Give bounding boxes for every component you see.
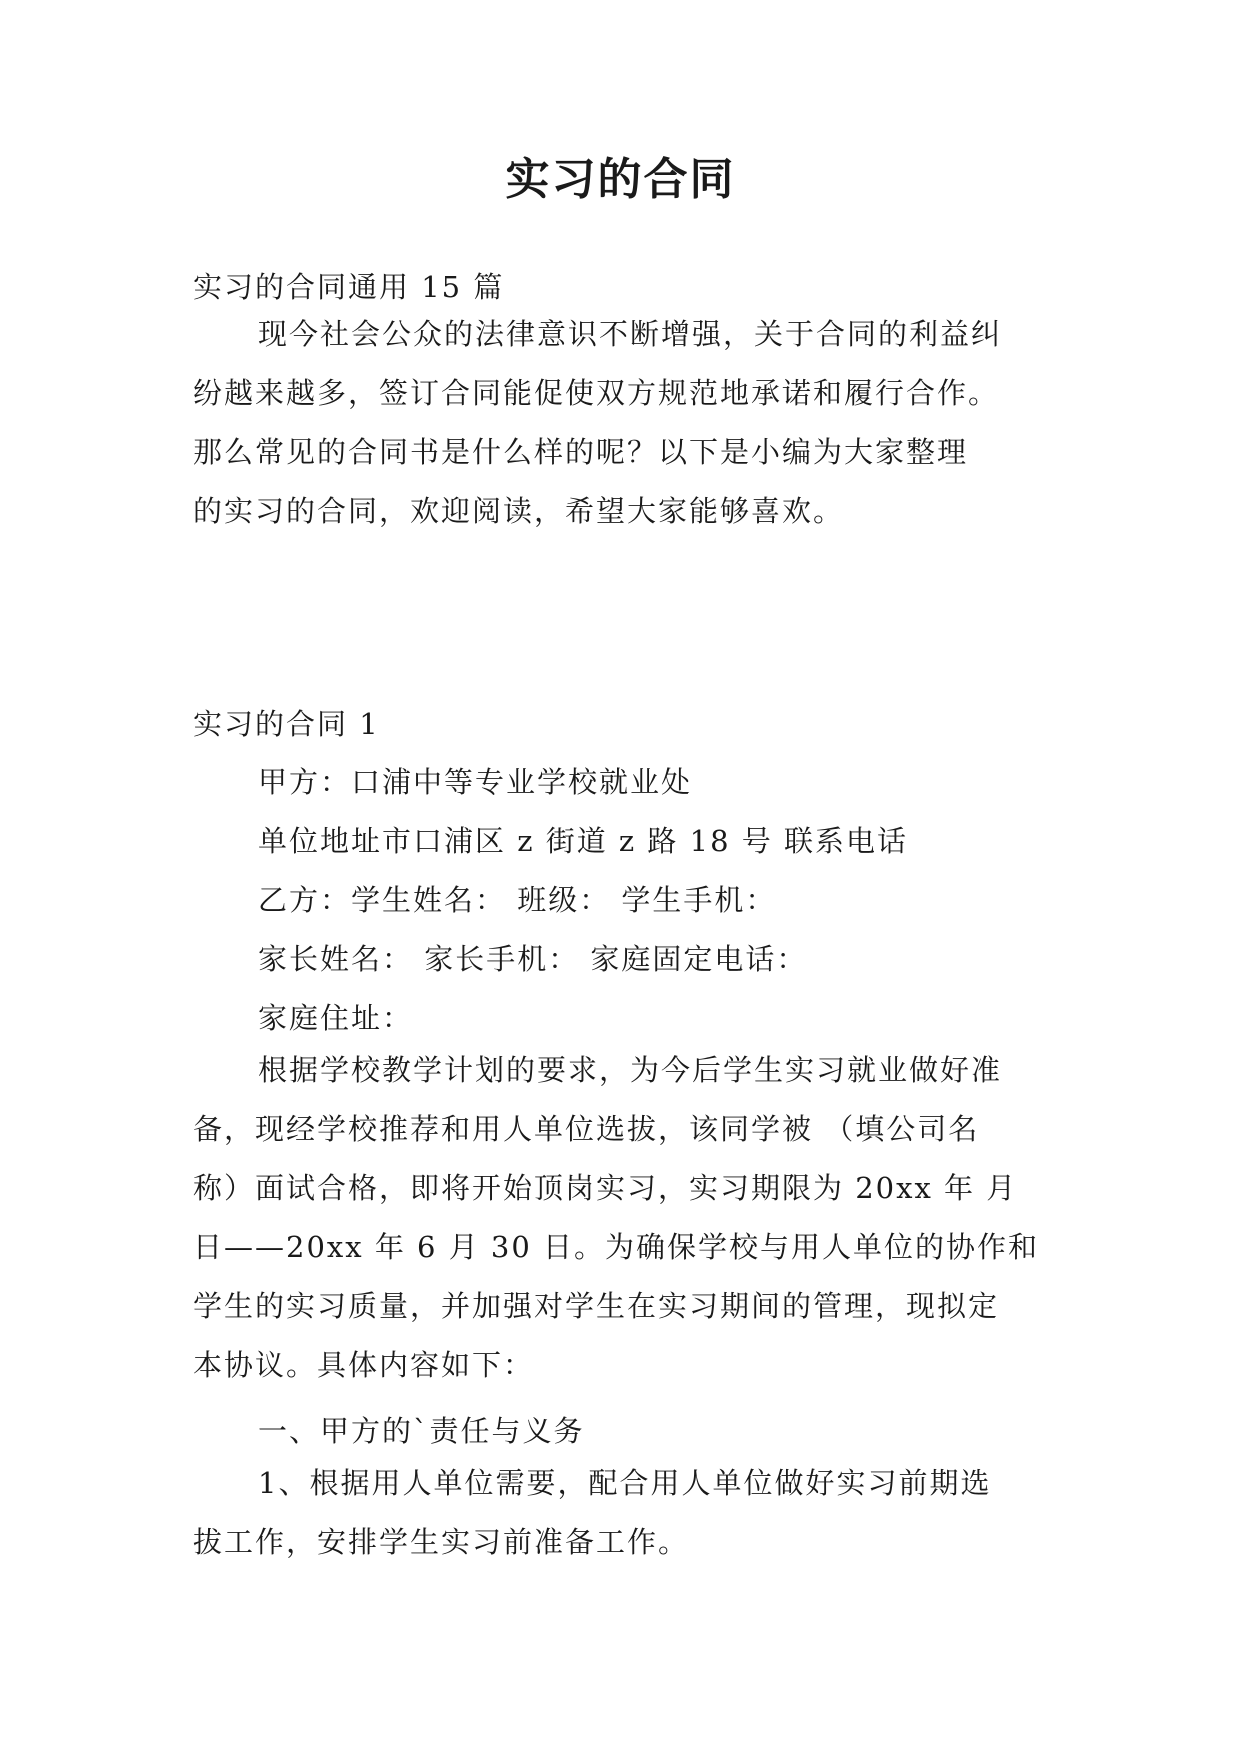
item-1-paragraph — [193, 1454, 1063, 1572]
body-line: 根据学校教学计划的要求，为今后学生实习就业做好准 — [258, 1053, 1003, 1087]
parents-line: 家长姓名： 家长手机： 家庭固定电话： — [258, 942, 808, 976]
address-line: 单位地址市口浦区 z 街道 z 路 18 号 联系电话 — [258, 824, 908, 858]
intro-line: 那么常见的合同书是什么样的呢？以下是小编为大家整理 — [193, 435, 969, 469]
article-heading: 一、甲方的`责任与义务 — [258, 1414, 585, 1448]
body-line: 备，现经学校推荐和用人单位选拔，该同学被 （填公司名 — [193, 1112, 980, 1146]
home-address-line: 家庭住址： — [258, 1001, 414, 1035]
body-line: 学生的实习质量，并加强对学生在实习期间的管理，现拟定 — [193, 1289, 1000, 1323]
body-paragraph — [193, 1041, 1063, 1395]
party-a-line: 甲方：口浦中等专业学校就业处 — [258, 765, 693, 799]
party-b-line: 乙方：学生姓名： 班级： 学生手机： — [258, 883, 777, 917]
body-line: 日——20xx 年 6 月 30 日。为确保学校与用人单位的协作和 — [193, 1230, 1040, 1264]
body-line: 称）面试合格，即将开始顶岗实习，实习期限为 20xx 年 月 — [193, 1171, 1018, 1205]
subtitle: 实习的合同通用 15 篇 — [193, 270, 505, 304]
intro-paragraph — [193, 305, 1063, 541]
document-title: 实习的合同 — [505, 154, 736, 205]
body-line: 本协议。具体内容如下： — [193, 1348, 535, 1382]
section-heading: 实习的合同 1 — [193, 707, 380, 741]
intro-line: 现今社会公众的法律意识不断增强，关于合同的利益纠 — [258, 317, 1003, 351]
intro-line: 的实习的合同，欢迎阅读，希望大家能够喜欢。 — [193, 494, 845, 528]
item-line: 1、根据用人单位需要，配合用人单位做好实习前期选 — [258, 1466, 992, 1500]
intro-line: 纷越来越多，签订合同能促使双方规范地承诺和履行合作。 — [193, 376, 1000, 410]
item-line: 拔工作，安排学生实习前准备工作。 — [193, 1525, 690, 1559]
